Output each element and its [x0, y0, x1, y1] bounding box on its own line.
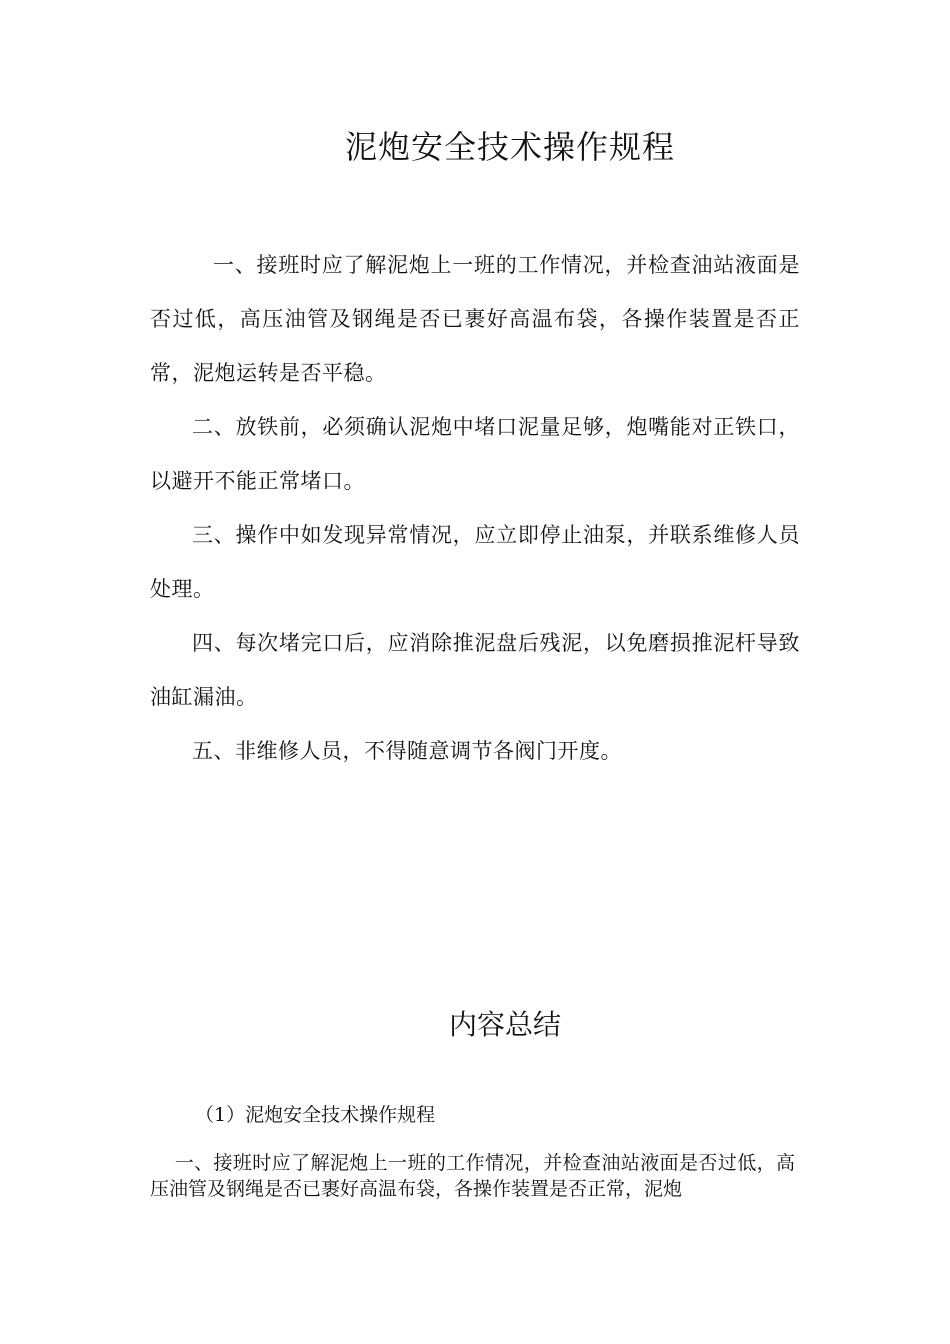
summary-body: 一、接班时应了解泥炮上一班的工作情况，并检查油站液面是否过低，高压油管及钢绳是否已裹好高温布袋，各操作装置是否正常，泥炮 [150, 1152, 795, 1200]
rule-paragraph-1: 一、接班时应了解泥炮上一班的工作情况，并检查油站液面是否过低，高压油管及钢绳是否已裹好高温布袋，各操作装置是否正常，泥炮运转是否平稳。 [150, 253, 800, 385]
rules-section [150, 238, 800, 778]
rule-paragraph-2: 二、放铁前，必须确认泥炮中堵口泥量足够，炮嘴能对正铁口，以避开不能正常堵口。 [150, 415, 800, 493]
summary-title: 内容总结 [448, 1008, 561, 1041]
summary-subtitle: （1）泥炮安全技术操作规程 [195, 1104, 436, 1126]
rule-paragraph-5: 五、非维修人员，不得随意调节各阀门开度。 [192, 739, 622, 763]
document-title: 泥炮安全技术操作规程 [344, 128, 675, 166]
rule-paragraph-3: 三、操作中如发现异常情况，应立即停止油泵，并联系维修人员处理。 [150, 523, 800, 601]
rule-paragraph-4: 四、每次堵完口后，应消除推泥盘后残泥，以免磨损推泥杆导致油缸漏油。 [150, 631, 800, 709]
